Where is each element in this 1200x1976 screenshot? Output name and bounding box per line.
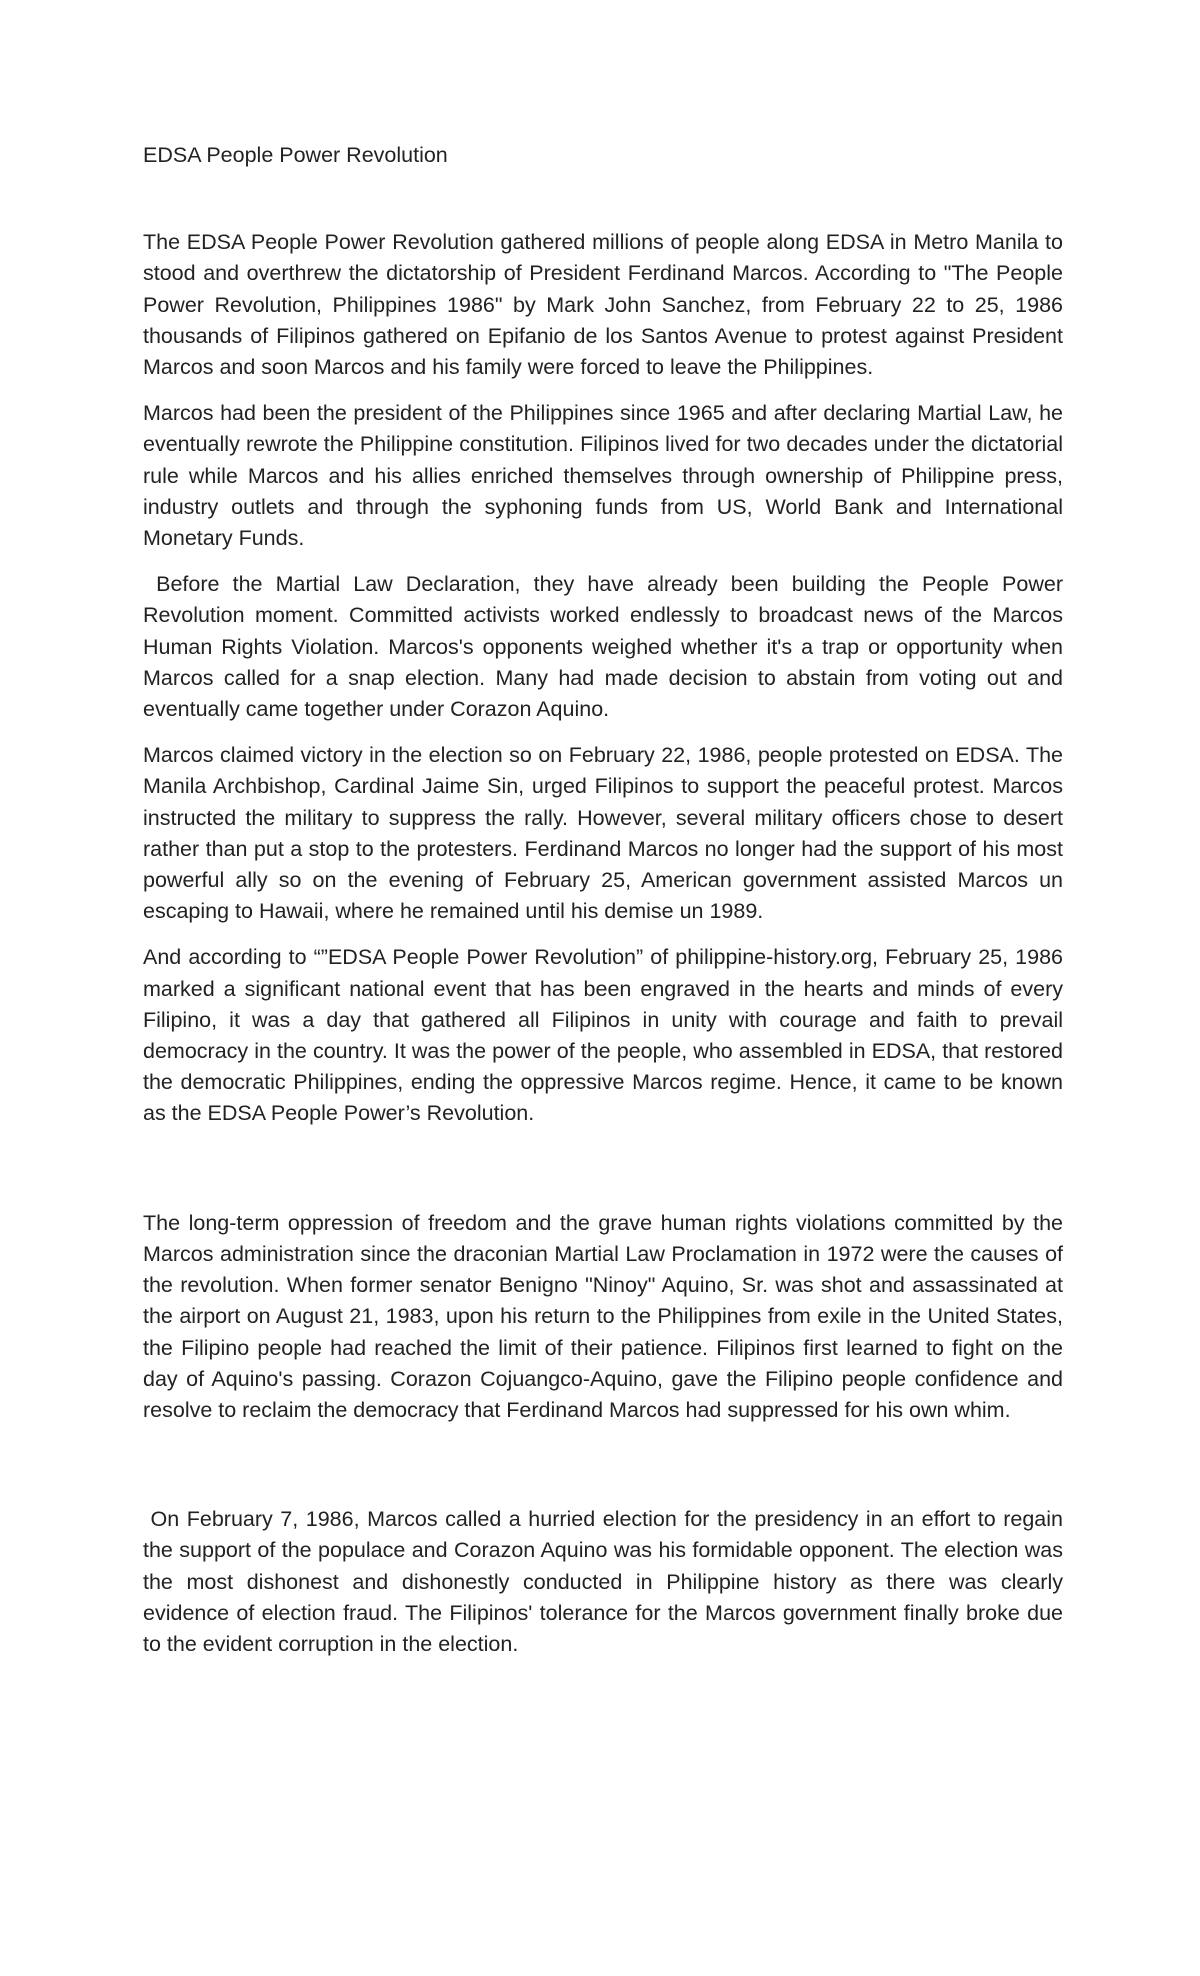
paragraph-spacer — [143, 927, 1063, 942]
document-title: EDSA People Power Revolution — [143, 143, 448, 167]
paragraph-spacer — [143, 554, 1063, 569]
paragraph-spacer-large — [143, 1130, 1063, 1208]
document-body — [143, 140, 1069, 1660]
paragraph-spacer — [143, 725, 1063, 740]
paragraph-before-martial-law: Before the Martial Law Declaration, they have already been building the People Power Revolution moment. Committed activists worked endlessly to broadcast news of the Marcos Human Rights Violation. Marcos's opponents weighed whether it's a trap or opportunity when Marcos called for a snap election. Many had made decision to abstain from voting out and eventually came together under Corazon Aquino. — [143, 572, 1069, 722]
paragraph-philippine-history: And according to “”EDSA People Power Revolution” of philippine-history.org, February 25, 1986 marked a significant national event that has been engraved in the hearts and minds of every Filipino, it was a day that gathered all Filipinos in unity with courage and faith to prevail democracy in the country. It was the power of the people, who assembled in EDSA, that restored the democratic Philippines, ending the oppressive Marcos regime. Hence, it came to be known as the EDSA People Power’s Revolution. — [143, 945, 1063, 1126]
paragraph-snap-election: On February 7, 1986, Marcos called a hurried election for the presidency in an effort to regain the support of the populace and Corazon Aquino was his formidable opponent. The election was the most dishonest and dishonestly conducted in Philippine history as there was clearly evidence of election fraud. The Filipinos' tolerance for the Marcos government finally broke due to the evident corruption in the election. — [143, 1507, 1069, 1656]
paragraph-spacer-large — [143, 1426, 1063, 1504]
paragraph-causes: The long-term oppression of freedom and the grave human rights violations committed by the Marcos administration since the draconian Martial Law Proclamation in 1972 were the causes of the revolution. When former senator Benigno "Ninoy" Aquino, Sr. was shot and assassinated at the airport on August 21, 1983, upon his return to the Philippines from exile in the United States, the Filipino people had reached the limit of their patience. Filipinos first learned to fight on the day of Aquino's passing. Corazon Cojuangco-Aquino, gave the Filipino people confidence and resolve to reclaim the democracy that Ferdinand Marcos had suppressed for his own whim. — [143, 1210, 1063, 1422]
paragraph-election-protest: Marcos claimed victory in the election so on February 22, 1986, people protested on EDSA. The Manila Archbishop, Cardinal Jaime Sin, urged Filipinos to support the peaceful protest. Marcos instructed the military to suppress the rally. However, several military officers chose to desert rather than put a stop to the protesters. Ferdinand Marcos no longer had the support of his most powerful ally so on the evening of February 25, American government assisted Marcos un escaping to Hawaii, where he remained until his demise un 1989. — [143, 743, 1063, 924]
paragraph-marcos-rule: Marcos had been the president of the Philippines since 1965 and after declaring Martial Law, he eventually rewrote the Philippine constitution. Filipinos lived for two decades under the dictatorial rule while Marcos and his allies enriched themselves through ownership of Philippine press, industry outlets and through the syphoning funds from US, World Bank and International Monetary Funds. — [143, 401, 1063, 551]
paragraph-spacer — [143, 383, 1063, 398]
title-spacer — [143, 171, 1063, 227]
paragraph-intro: The EDSA People Power Revolution gathered millions of people along EDSA in Metro Manila to stood and overthrew the dictatorship of President Ferdinand Marcos. According to "The People Power Revolution, Philippines 1986" by Mark John Sanchez, from February 22 to 25, 1986 thousands of Filipinos gathered on Epifanio de los Santos Avenue to protest against President Marcos and soon Marcos and his family were forced to leave the Philippines. — [143, 230, 1063, 380]
